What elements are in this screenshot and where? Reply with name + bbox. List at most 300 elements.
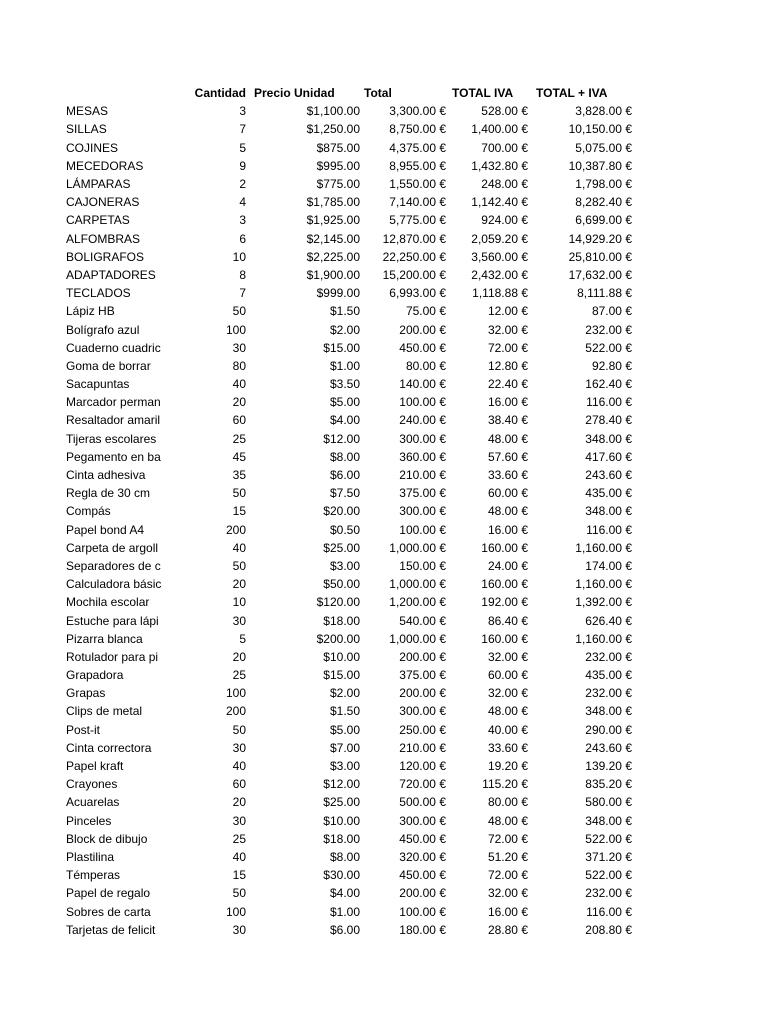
- cantidad-cell: 20: [232, 395, 246, 410]
- total-cell: 80.00 €: [405, 358, 446, 373]
- total-cell: 450.00 €: [399, 831, 446, 846]
- total-cell: 300.00 €: [399, 504, 446, 519]
- total-iva-cell: 248.00 €: [481, 177, 528, 192]
- precio-unidad-cell: $12.00: [323, 431, 360, 446]
- table-row: [64, 484, 634, 502]
- cantidad-cell: 30: [232, 922, 246, 937]
- product-cell: Sacapuntas: [66, 377, 130, 392]
- precio-unidad-cell: $7.50: [329, 486, 360, 501]
- total-mas-iva-cell: 435.00 €: [585, 668, 632, 683]
- cantidad-cell: 5: [239, 631, 246, 646]
- cantidad-cell: 50: [232, 886, 246, 901]
- precio-unidad-cell: $10.00: [323, 813, 360, 828]
- total-iva-cell: 72.00 €: [487, 340, 528, 355]
- total-cell: 1,000.00 €: [389, 577, 446, 592]
- cantidad-cell: 50: [232, 722, 246, 737]
- total-cell: 720.00 €: [399, 777, 446, 792]
- product-cell: Mochila escolar: [66, 595, 150, 610]
- total-mas-iva-cell: 522.00 €: [585, 868, 632, 883]
- total-iva-cell: 160.00 €: [481, 631, 528, 646]
- total-iva-cell: 48.00 €: [487, 813, 528, 828]
- product-cell: Papel bond A4: [66, 522, 145, 537]
- cantidad-cell: 5: [239, 140, 246, 155]
- total-mas-iva-cell: 626.40 €: [585, 613, 632, 628]
- total-cell: 1,000.00 €: [389, 540, 446, 555]
- product-cell: Sobres de carta: [66, 904, 151, 919]
- total-cell: 100.00 €: [399, 522, 446, 537]
- cantidad-cell: 100: [225, 322, 246, 337]
- product-cell: Lápiz HB: [66, 304, 115, 319]
- total-iva-cell: 48.00 €: [487, 704, 528, 719]
- precio-unidad-cell: $995.00: [316, 158, 360, 173]
- total-cell: 140.00 €: [399, 377, 446, 392]
- product-cell: SILLAS: [66, 122, 107, 137]
- product-cell: Regla de 30 cm: [66, 486, 151, 501]
- table-row: [64, 157, 634, 175]
- table-row: [64, 339, 634, 357]
- cantidad-cell: 40: [232, 759, 246, 774]
- product-cell: Block de dibujo: [66, 831, 148, 846]
- cantidad-cell: 100: [225, 686, 246, 701]
- total-mas-iva-cell: 580.00 €: [585, 795, 632, 810]
- table-row: [64, 593, 634, 611]
- total-iva-cell: 2,432.00 €: [471, 267, 528, 282]
- table-row: [64, 266, 634, 284]
- cantidad-cell: 4: [239, 195, 246, 210]
- total-iva-cell: 16.00 €: [487, 395, 528, 410]
- table-row: [64, 211, 634, 229]
- total-mas-iva-cell: 1,160.00 €: [575, 631, 632, 646]
- total-iva-cell: 80.00 €: [487, 795, 528, 810]
- total-mas-iva-cell: 3,828.00 €: [575, 104, 632, 119]
- precio-unidad-cell: $18.00: [323, 613, 360, 628]
- total-mas-iva-cell: 116.00 €: [586, 522, 632, 537]
- total-cell: 320.00 €: [399, 849, 446, 864]
- cantidad-cell: 200: [225, 522, 246, 537]
- total-cell: 210.00 €: [399, 468, 446, 483]
- total-mas-iva-cell: 1,392.00 €: [575, 595, 632, 610]
- cantidad-cell: 60: [232, 777, 246, 792]
- table-row: [64, 775, 634, 793]
- product-cell: MECEDORAS: [66, 158, 144, 173]
- total-iva-cell: 1,142.40 €: [471, 195, 528, 210]
- total-iva-cell: 28.80 €: [487, 922, 528, 937]
- cantidad-cell: 30: [232, 340, 246, 355]
- product-cell: Plastilina: [66, 849, 115, 864]
- cantidad-cell: 40: [232, 377, 246, 392]
- total-cell: 300.00 €: [399, 813, 446, 828]
- cantidad-cell: 7: [239, 122, 246, 137]
- cantidad-cell: 15: [232, 504, 246, 519]
- precio-unidad-cell: $1.00: [329, 358, 360, 373]
- total-mas-iva-cell: 435.00 €: [585, 486, 632, 501]
- total-cell: 22,250.00 €: [382, 249, 446, 264]
- precio-unidad-cell: $1.00: [329, 904, 360, 919]
- precio-unidad-cell: $875.00: [316, 140, 360, 155]
- product-cell: Pegamento en ba: [66, 449, 161, 464]
- cantidad-cell: 80: [232, 358, 246, 373]
- total-cell: 1,550.00 €: [389, 177, 446, 192]
- precio-unidad-cell: $25.00: [323, 795, 360, 810]
- precio-unidad-cell: $1,900.00: [306, 267, 360, 282]
- total-cell: 450.00 €: [399, 868, 446, 883]
- cantidad-cell: 25: [232, 831, 246, 846]
- cantidad-cell: 10: [232, 249, 246, 264]
- cantidad-cell: 2: [239, 177, 246, 192]
- total-iva-cell: 60.00 €: [487, 486, 528, 501]
- product-cell: Pinceles: [66, 813, 112, 828]
- precio-unidad-cell: $10.00: [323, 649, 360, 664]
- total-mas-iva-cell: 87.00 €: [591, 304, 632, 319]
- total-iva-cell: 32.00 €: [487, 686, 528, 701]
- total-cell: 120.00 €: [399, 759, 446, 774]
- total-mas-iva-cell: 1,160.00 €: [575, 577, 632, 592]
- precio-unidad-cell: $2,225.00: [306, 249, 360, 264]
- table-row: [64, 539, 634, 557]
- table-row: [64, 630, 634, 648]
- total-mas-iva-cell: 25,810.00 €: [568, 249, 632, 264]
- cantidad-cell: 20: [232, 649, 246, 664]
- total-cell: 150.00 €: [399, 558, 446, 573]
- precio-unidad-cell: $1.50: [329, 304, 360, 319]
- total-mas-iva-cell: 348.00 €: [585, 504, 632, 519]
- total-mas-iva-cell: 116.00 €: [586, 904, 632, 919]
- total-iva-cell: 3,560.00 €: [471, 249, 528, 264]
- header-product: [64, 84, 168, 102]
- total-iva-cell: 924.00 €: [481, 213, 528, 228]
- cantidad-cell: 100: [225, 904, 246, 919]
- total-mas-iva-cell: 522.00 €: [585, 340, 632, 355]
- total-cell: 250.00 €: [399, 722, 446, 737]
- total-mas-iva-cell: 162.40 €: [585, 377, 632, 392]
- total-cell: 200.00 €: [399, 649, 446, 664]
- total-mas-iva-cell: 92.80 €: [591, 358, 632, 373]
- total-cell: 75.00 €: [405, 304, 446, 319]
- total-mas-iva-cell: 208.80 €: [585, 922, 632, 937]
- total-iva-cell: 16.00 €: [487, 522, 528, 537]
- cantidad-cell: 9: [239, 158, 246, 173]
- header-row: [64, 84, 634, 102]
- total-mas-iva-cell: 522.00 €: [585, 831, 632, 846]
- precio-unidad-cell: $3.50: [329, 377, 360, 392]
- total-iva-cell: 1,432.80 €: [471, 158, 528, 173]
- total-mas-iva-cell: 232.00 €: [585, 322, 632, 337]
- cantidad-cell: 25: [232, 431, 246, 446]
- total-iva-cell: 86.40 €: [487, 613, 528, 628]
- total-cell: 100.00 €: [399, 904, 446, 919]
- precio-unidad-cell: $200.00: [316, 631, 360, 646]
- cantidad-cell: 20: [232, 795, 246, 810]
- cantidad-cell: 10: [232, 595, 246, 610]
- total-mas-iva-cell: 371.20 €: [585, 849, 632, 864]
- total-cell: 8,955.00 €: [389, 158, 446, 173]
- total-cell: 240.00 €: [399, 413, 446, 428]
- total-cell: 375.00 €: [399, 486, 446, 501]
- table-row: [64, 120, 634, 138]
- cantidad-cell: 30: [232, 813, 246, 828]
- table-row: [64, 757, 634, 775]
- product-cell: Rotulador para pi: [66, 649, 159, 664]
- table-row: [64, 230, 634, 248]
- table-row: [64, 393, 634, 411]
- precio-unidad-cell: $7.00: [329, 740, 360, 755]
- cantidad-cell: 40: [232, 849, 246, 864]
- total-cell: 300.00 €: [399, 431, 446, 446]
- total-mas-iva-cell: 10,150.00 €: [568, 122, 632, 137]
- precio-unidad-cell: $18.00: [323, 831, 360, 846]
- header-total-iva: TOTAL IVA: [452, 86, 514, 101]
- total-cell: 500.00 €: [399, 795, 446, 810]
- total-iva-cell: 60.00 €: [487, 668, 528, 683]
- total-cell: 7,140.00 €: [389, 195, 446, 210]
- cantidad-cell: 50: [232, 304, 246, 319]
- header-total-mas-iva: TOTAL + IVA: [536, 86, 608, 101]
- total-iva-cell: 160.00 €: [481, 577, 528, 592]
- product-cell: Cuaderno cuadric: [66, 340, 161, 355]
- product-cell: TECLADOS: [66, 286, 131, 301]
- total-iva-cell: 19.20 €: [487, 759, 528, 774]
- precio-unidad-cell: $0.50: [329, 522, 360, 537]
- table-row: [64, 830, 634, 848]
- product-cell: ADAPTADORES: [66, 267, 156, 282]
- total-mas-iva-cell: 116.00 €: [586, 395, 632, 410]
- total-mas-iva-cell: 835.20 €: [585, 777, 632, 792]
- precio-unidad-cell: $20.00: [323, 504, 360, 519]
- product-cell: Pizarra blanca: [66, 631, 143, 646]
- product-cell: CARPETAS: [66, 213, 130, 228]
- total-iva-cell: 192.00 €: [481, 595, 528, 610]
- precio-unidad-cell: $30.00: [323, 868, 360, 883]
- precio-unidad-cell: $25.00: [323, 540, 360, 555]
- table-row: [64, 502, 634, 520]
- precio-unidad-cell: $2.00: [329, 322, 360, 337]
- table-row: [64, 248, 634, 266]
- total-iva-cell: 12.00 €: [487, 304, 528, 319]
- table-row: [64, 721, 634, 739]
- total-iva-cell: 700.00 €: [481, 140, 528, 155]
- table-row: [64, 812, 634, 830]
- total-cell: 210.00 €: [399, 740, 446, 755]
- total-cell: 6,993.00 €: [389, 286, 446, 301]
- total-cell: 5,775.00 €: [389, 213, 446, 228]
- product-cell: LÁMPARAS: [66, 177, 131, 192]
- precio-unidad-cell: $6.00: [329, 468, 360, 483]
- total-iva-cell: 51.20 €: [487, 849, 528, 864]
- total-cell: 200.00 €: [399, 322, 446, 337]
- product-cell: Cinta adhesiva: [66, 468, 146, 483]
- product-cell: Tarjetas de felicit: [66, 922, 156, 937]
- precio-unidad-cell: $5.00: [329, 395, 360, 410]
- table-row: [64, 139, 634, 157]
- product-cell: Grapas: [66, 686, 106, 701]
- total-iva-cell: 33.60 €: [487, 740, 528, 755]
- cantidad-cell: 8: [239, 267, 246, 282]
- total-cell: 200.00 €: [399, 886, 446, 901]
- table-row: [64, 666, 634, 684]
- total-mas-iva-cell: 278.40 €: [585, 413, 632, 428]
- cantidad-cell: 50: [232, 558, 246, 573]
- table-row: [64, 848, 634, 866]
- product-cell: Témperas: [66, 868, 121, 883]
- table-row: [64, 521, 634, 539]
- total-mas-iva-cell: 8,111.88 €: [577, 286, 632, 301]
- cantidad-cell: 30: [232, 613, 246, 628]
- total-mas-iva-cell: 14,929.20 €: [568, 231, 632, 246]
- product-table: [64, 84, 634, 939]
- table-row: [64, 430, 634, 448]
- product-cell: Marcador perman: [66, 395, 161, 410]
- precio-unidad-cell: $999.00: [316, 286, 360, 301]
- total-mas-iva-cell: 8,282.40 €: [575, 195, 632, 210]
- total-mas-iva-cell: 6,699.00 €: [575, 213, 632, 228]
- cantidad-cell: 50: [232, 486, 246, 501]
- cantidad-cell: 35: [232, 468, 246, 483]
- precio-unidad-cell: $1,250.00: [306, 122, 360, 137]
- precio-unidad-cell: $1,925.00: [306, 213, 360, 228]
- precio-unidad-cell: $6.00: [329, 922, 360, 937]
- total-iva-cell: 38.40 €: [487, 413, 528, 428]
- table-row: [64, 320, 634, 338]
- precio-unidad-cell: $1.50: [329, 704, 360, 719]
- precio-unidad-cell: $775.00: [316, 177, 360, 192]
- total-mas-iva-cell: 5,075.00 €: [575, 140, 632, 155]
- total-cell: 8,750.00 €: [389, 122, 446, 137]
- table-row: [64, 884, 634, 902]
- total-cell: 1,000.00 €: [389, 631, 446, 646]
- product-cell: Cinta correctora: [66, 740, 152, 755]
- table-row: [64, 375, 634, 393]
- product-cell: Papel de regalo: [66, 886, 151, 901]
- product-cell: Post-it: [66, 722, 101, 737]
- cantidad-cell: 7: [239, 286, 246, 301]
- total-iva-cell: 40.00 €: [487, 722, 528, 737]
- total-iva-cell: 48.00 €: [487, 504, 528, 519]
- cantidad-cell: 15: [232, 868, 246, 883]
- cantidad-cell: 25: [232, 668, 246, 683]
- table-row: [64, 466, 634, 484]
- total-cell: 12,870.00 €: [382, 231, 446, 246]
- product-cell: BOLIGRAFOS: [66, 249, 145, 264]
- precio-unidad-cell: $1,785.00: [306, 195, 360, 210]
- table-row: [64, 193, 634, 211]
- precio-unidad-cell: $2,145.00: [306, 231, 360, 246]
- total-cell: 360.00 €: [399, 449, 446, 464]
- product-cell: Estuche para lápi: [66, 613, 159, 628]
- total-mas-iva-cell: 348.00 €: [585, 813, 632, 828]
- table-row: [64, 611, 634, 629]
- total-mas-iva-cell: 1,160.00 €: [575, 540, 632, 555]
- table-row: [64, 793, 634, 811]
- total-cell: 200.00 €: [399, 686, 446, 701]
- total-mas-iva-cell: 348.00 €: [585, 431, 632, 446]
- total-cell: 300.00 €: [399, 704, 446, 719]
- total-iva-cell: 1,118.88 €: [472, 286, 528, 301]
- total-mas-iva-cell: 17,632.00 €: [568, 267, 632, 282]
- cantidad-cell: 60: [232, 413, 246, 428]
- total-cell: 4,375.00 €: [389, 140, 446, 155]
- cantidad-cell: 20: [232, 577, 246, 592]
- precio-unidad-cell: $3.00: [329, 558, 360, 573]
- cantidad-cell: 200: [225, 704, 246, 719]
- product-cell: COJINES: [66, 140, 119, 155]
- table-row: [64, 357, 634, 375]
- table-row: [64, 866, 634, 884]
- product-cell: Goma de borrar: [66, 358, 151, 373]
- spreadsheet-page: [64, 84, 634, 939]
- total-iva-cell: 57.60 €: [487, 449, 528, 464]
- total-iva-cell: 72.00 €: [487, 868, 528, 883]
- table-row: [64, 284, 634, 302]
- total-mas-iva-cell: 1,798.00 €: [575, 177, 632, 192]
- cantidad-cell: 3: [239, 213, 246, 228]
- total-iva-cell: 12.80 €: [487, 358, 528, 373]
- product-cell: Acuarelas: [66, 795, 120, 810]
- product-cell: Bolígrafo azul: [66, 322, 140, 337]
- total-iva-cell: 160.00 €: [481, 540, 528, 555]
- precio-unidad-cell: $1,100.00: [306, 104, 360, 119]
- total-mas-iva-cell: 10,387.80 €: [568, 158, 632, 173]
- total-mas-iva-cell: 417.60 €: [585, 449, 632, 464]
- table-row: [64, 902, 634, 920]
- total-iva-cell: 72.00 €: [487, 831, 528, 846]
- precio-unidad-cell: $12.00: [323, 777, 360, 792]
- total-cell: 3,300.00 €: [389, 104, 446, 119]
- total-mas-iva-cell: 232.00 €: [585, 686, 632, 701]
- table-row: [64, 102, 634, 120]
- precio-unidad-cell: $4.00: [329, 886, 360, 901]
- total-iva-cell: 48.00 €: [487, 431, 528, 446]
- table-row: [64, 448, 634, 466]
- total-iva-cell: 22.40 €: [487, 377, 528, 392]
- total-iva-cell: 24.00 €: [487, 558, 528, 573]
- product-cell: Compás: [66, 504, 111, 519]
- total-iva-cell: 16.00 €: [487, 904, 528, 919]
- total-cell: 540.00 €: [399, 613, 446, 628]
- product-cell: Clips de metal: [66, 704, 143, 719]
- total-iva-cell: 32.00 €: [487, 649, 528, 664]
- product-cell: Papel kraft: [66, 759, 124, 774]
- total-cell: 450.00 €: [399, 340, 446, 355]
- total-mas-iva-cell: 290.00 €: [585, 722, 632, 737]
- precio-unidad-cell: $120.00: [316, 595, 360, 610]
- product-cell: Crayones: [66, 777, 118, 792]
- table-row: [64, 702, 634, 720]
- total-cell: 180.00 €: [399, 922, 446, 937]
- total-mas-iva-cell: 232.00 €: [585, 649, 632, 664]
- total-iva-cell: 32.00 €: [487, 886, 528, 901]
- cantidad-cell: 40: [232, 540, 246, 555]
- product-cell: MESAS: [66, 104, 109, 119]
- total-cell: 1,200.00 €: [389, 595, 446, 610]
- precio-unidad-cell: $15.00: [323, 340, 360, 355]
- product-cell: Tijeras escolares: [66, 431, 157, 446]
- cantidad-cell: 3: [239, 104, 246, 119]
- total-mas-iva-cell: 139.20 €: [585, 759, 632, 774]
- product-cell: Separadores de c: [66, 558, 161, 573]
- precio-unidad-cell: $15.00: [323, 668, 360, 683]
- cantidad-cell: 30: [232, 740, 246, 755]
- cantidad-cell: 6: [239, 231, 246, 246]
- product-cell: Calculadora básic: [66, 577, 162, 592]
- precio-unidad-cell: $4.00: [329, 413, 360, 428]
- header-precio-unidad: Precio Unidad: [254, 86, 335, 101]
- total-iva-cell: 1,400.00 €: [471, 122, 528, 137]
- total-cell: 15,200.00 €: [382, 267, 446, 282]
- total-cell: 375.00 €: [399, 668, 446, 683]
- table-row: [64, 648, 634, 666]
- table-row: [64, 575, 634, 593]
- total-iva-cell: 32.00 €: [487, 322, 528, 337]
